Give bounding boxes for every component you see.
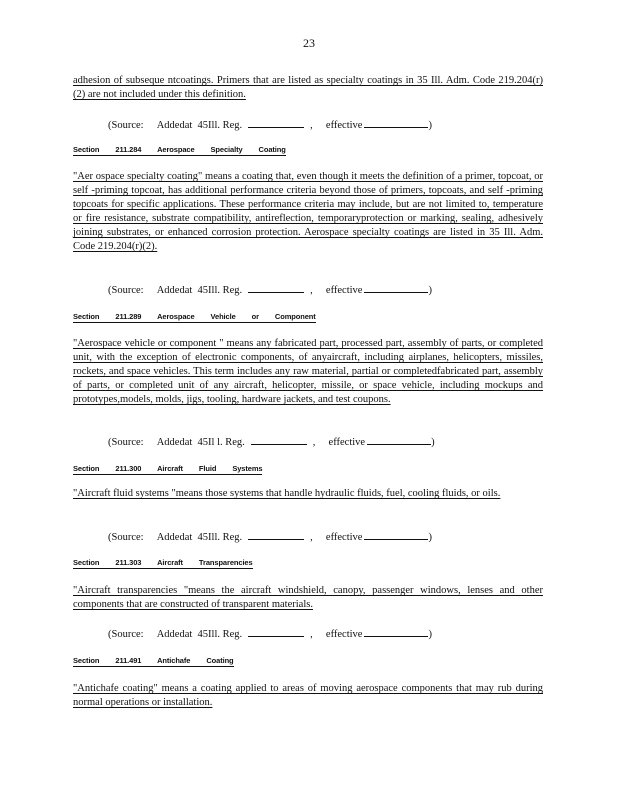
register-blank	[248, 282, 304, 293]
effective-blank	[364, 626, 428, 637]
section-heading-211-491: Section 211.491 Antichafe Coating	[73, 656, 234, 665]
section-heading-211-284: Section 211.284 Aerospace Specialty Coating	[73, 145, 286, 154]
effective-blank	[367, 434, 431, 445]
source-line: (Source: Addedat 45Ill. Reg. , effective )	[108, 626, 432, 642]
register-blank	[248, 626, 304, 637]
source-line: (Source: Addedat 45Ill. Reg. , effective )	[108, 282, 432, 298]
effective-blank	[364, 282, 428, 293]
register-blank	[251, 434, 307, 445]
paragraph-primer-continuation: adhesion of subseque ntcoatings. Primers that are listed as specialty coatings in 35 Ill. Adm. Code 219.204(r)(2) are not included under this definition.	[73, 75, 543, 100]
effective-blank	[364, 117, 428, 128]
paragraph-aerospace-vehicle-component: "Aerospace vehicle or component " means any fabricated part, processed part, assembly of parts, or completed unit, with the exception of electronic components, of anyaircraft, including airplanes, helicopters, missiles, rockets, and space vehicles. This term includes any raw material, partial or completedfabricated part, assembly of parts, or completed unit of any aircraft, helicopter, missile, or space vehicle, including mockups and prototypes,models, molds, jigs, tooling, hardware jackets, and test coupons.	[73, 338, 543, 405]
source-line: (Source: Addedat 45Ill. Reg. , effective )	[108, 117, 432, 133]
register-blank	[248, 117, 304, 128]
paragraph-aircraft-fluid-systems: "Aircraft fluid systems "means those systems that handle hydraulic fluids, fuel, cooling fluids, or oils.	[73, 488, 501, 499]
source-line: (Source: Addedat 45Il l. Reg. , effective )	[108, 434, 435, 450]
register-blank	[248, 529, 304, 540]
section-heading-211-303: Section 211.303 Aircraft Transparencies	[73, 558, 253, 567]
source-line: (Source: Addedat 45Ill. Reg. , effective )	[108, 529, 432, 545]
paragraph-aircraft-transparencies: "Aircraft transparencies "means the aircraft windshield, canopy, passenger windows, lenses and other components that are constructed of transparent materials.	[73, 585, 543, 610]
section-heading-211-289: Section 211.289 Aerospace Vehicle or Component	[73, 312, 316, 321]
paragraph-antichafe-coating: "Antichafe coating" means a coating applied to areas of moving aerospace components that may rub during normal operations or installation.	[73, 683, 543, 708]
effective-blank	[364, 529, 428, 540]
section-heading-211-300: Section 211.300 Aircraft Fluid Systems	[73, 464, 263, 473]
paragraph-aerospace-specialty-coating: "Aer ospace specialty coating" means a coating that, even though it meets the definition of a primer, topcoat, or self -priming topcoat, has additional performance criteria beyond those of primers, topcoats, and self -priming topcoats for specific applications. These performance criteria may include, but are not limited to, temperature or fire resistance, substrate compatibility, antireflection, temporaryprotection or marking, sealing, adhesively joining substrates, or enhanced corrosion protection. Aerospace specialty coatings are listed in 35 Ill. Adm. Code 219.204(r)(2).	[73, 171, 543, 252]
page-number: 23	[303, 36, 315, 50]
